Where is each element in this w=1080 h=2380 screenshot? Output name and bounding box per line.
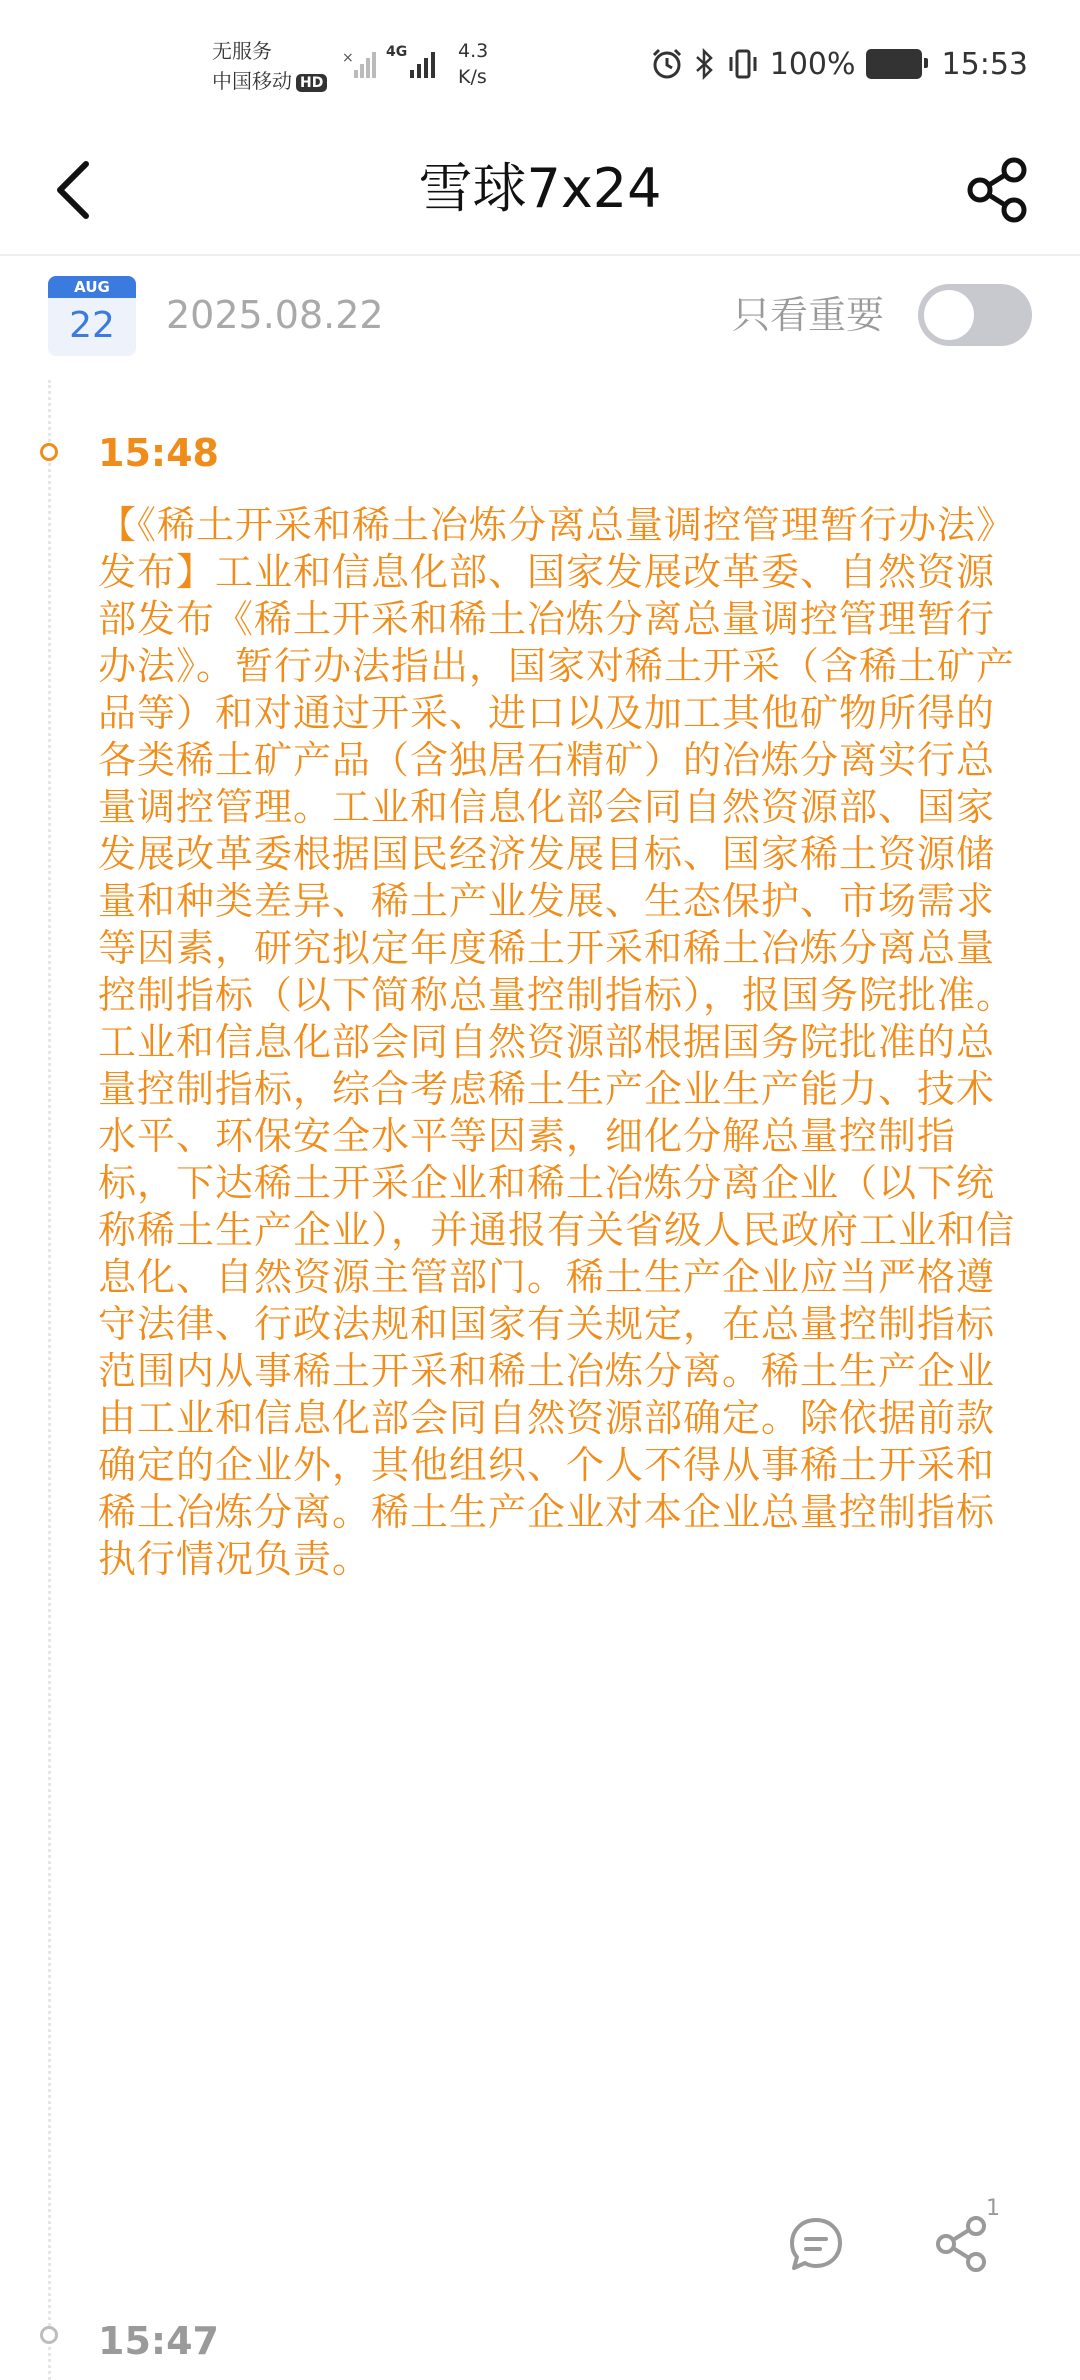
svg-text:×: × bbox=[342, 50, 354, 66]
date-bar bbox=[0, 256, 1080, 366]
battery-percent: 100% bbox=[769, 46, 856, 82]
service-text: 无服务 bbox=[212, 39, 272, 63]
alarm-icon bbox=[650, 47, 684, 81]
page-title: 雪球7x24 bbox=[418, 157, 662, 220]
signal-4g-icon bbox=[402, 48, 442, 80]
bluetooth-icon bbox=[694, 47, 716, 81]
news-time: 15:48 bbox=[98, 431, 219, 475]
share-icon bbox=[930, 2212, 994, 2276]
important-only-toggle[interactable] bbox=[918, 284, 1032, 346]
current-date: 2025.08.22 bbox=[166, 293, 384, 337]
toggle-knob bbox=[924, 290, 974, 340]
carrier-info bbox=[212, 36, 327, 96]
comment-button[interactable] bbox=[784, 2212, 848, 2276]
calendar-icon bbox=[48, 276, 136, 356]
net-speed-value: 4.3 bbox=[458, 40, 489, 62]
calendar-day: 22 bbox=[69, 305, 115, 346]
news-time: 15:47 bbox=[98, 2319, 219, 2363]
header-share-button[interactable] bbox=[960, 152, 1036, 228]
status-time: 15:53 bbox=[941, 46, 1028, 82]
app-header bbox=[0, 130, 1080, 256]
status-right bbox=[650, 44, 1028, 84]
net-speed-unit: K/s bbox=[458, 66, 487, 88]
share-icon bbox=[960, 152, 1036, 228]
timeline-dot-inactive bbox=[40, 2326, 58, 2344]
vibrate-icon bbox=[726, 47, 760, 81]
timeline-line bbox=[48, 380, 51, 2380]
item-share-button[interactable] bbox=[930, 2212, 994, 2276]
network-type: 4G bbox=[386, 44, 408, 60]
share-count: 1 bbox=[986, 2196, 1000, 2221]
news-content[interactable]: 【《稀土开采和稀土冶炼分离总量调控管理暂行办法》发布】工业和信息化部、国家发展改革委、自然资源部发布《稀土开采和稀土冶炼分离总量调控管理暂行办法》。暂行办法指出，国家对稀土开采（含稀土矿产品等）和对通过开采、进口以及加工其他矿物所得的各类稀土矿产品（含独居石精矿）的冶炼分离实行总量调控管理。工业和信息化部会同自然资源部、国家发展改革委根据国民经济发展目标、国家稀土资源储量和种类差异、稀土产业发展、生态保护、市场需求等因素，研究拟定年度稀土开采和稀土冶炼分离总量控制指标（以下简称总量控制指标），报国务院批准。工业和信息化部会同自然资源部根据国务院批准的总量控制指标，综合考虑稀土生产企业生产能力、技术水平、环保安全水平等因素，细化分解总量控制指标，下达稀土开采企业和稀土冶炼分离企业（以下统称稀土生产企业），并通报有关省级人民政府工业和信息化、自然资源主管部门。稀土生产企业应当严格遵守法律、行政法规和国家有关规定，在总量控制指标范围内从事稀土开采和稀土冶炼分离。稀土生产企业由工业和信息化部会同自然资源部确定。除依据前款确定的企业外，其他组织、个人不得从事稀土开采和稀土冶炼分离。稀土生产企业对本企业总量控制指标执行情况负责。 bbox=[98, 503, 1016, 1581]
comment-icon bbox=[784, 2212, 848, 2276]
signal-empty-icon bbox=[342, 48, 376, 80]
net-speed bbox=[458, 38, 488, 90]
important-filter-label: 只看重要 bbox=[731, 293, 884, 337]
battery-icon bbox=[866, 49, 922, 79]
hd-badge: HD bbox=[296, 74, 327, 92]
timeline-dot-active bbox=[40, 443, 58, 461]
carrier-name: 中国移动 bbox=[212, 69, 292, 93]
status-bar bbox=[0, 0, 1080, 130]
calendar-month: AUG bbox=[48, 276, 136, 298]
